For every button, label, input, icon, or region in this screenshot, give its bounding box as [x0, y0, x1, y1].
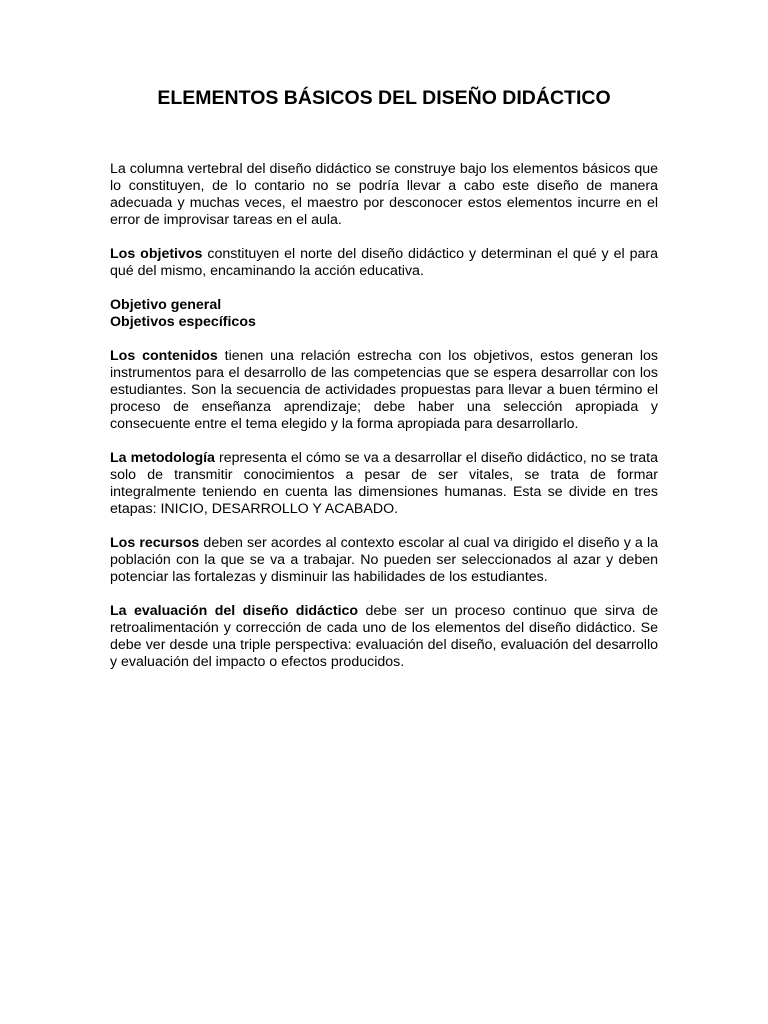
recursos-term: Los recursos [110, 535, 200, 551]
contenidos-term: Los contenidos [110, 348, 218, 364]
evaluacion-text: debe ser un proceso continuo que sirva de retroalimentación y corrección de cada uno de los elementos del diseño didáctico. Se debe ver desde una triple perspectiva: evaluación del diseño, evaluación del desarrollo y evaluación del impacto o efectos producidos. [110, 603, 659, 670]
evaluacion-term: La evaluación del diseño didáctico [110, 603, 359, 619]
contenidos-text: tienen una relación estrecha con los objetivos, estos generan los instrumentos para el desarrollo de las competencias que se espera desarrollar con los estudiantes. Son la secuencia de actividades propuestas para llevar a buen término el proceso de enseñanza aprendizaje; debe haber una selección apropiada y consecuente entre el tema elegido y la forma apropiada para desarrollarlo. [110, 348, 658, 432]
contenidos-paragraph [110, 348, 658, 433]
objetivos-term: Los objetivos [110, 246, 203, 262]
objetivos-text: constituyen el norte del diseño didáctico y determinan el qué y el para qué del mismo, encaminando la acción educativa. [110, 246, 658, 279]
objetivo-general-heading: Objetivo general [110, 297, 222, 313]
objetivos-subheads [110, 297, 658, 331]
metodologia-text: representa el cómo se va a desarrollar el diseño didáctico, no se trata solo de transmitir conocimientos a pesar de ser vitales, se trata de formar integralmente teniendo en cuenta las dimensiones humanas. Esta se divide en tres etapas: INICIO, DESARROLLO Y ACABADO. [110, 450, 658, 517]
metodologia-term: La metodología [110, 450, 215, 466]
recursos-text: deben ser acordes al contexto escolar al cual va dirigido el diseño y a la población con la que se va a trabajar. No pueden ser seleccionados al azar y deben potenciar las fortalezas y disminuir las habilidades de los estudiantes. [110, 535, 658, 585]
evaluacion-paragraph [110, 603, 658, 671]
objetivos-especificos-heading: Objetivos específicos [110, 314, 256, 330]
recursos-paragraph [110, 535, 658, 586]
intro-paragraph: La columna vertebral del diseño didáctico se construye bajo los elementos básicos que lo constituyen, de lo contario no se podría llevar a cabo este diseño de manera adecuada y muchas veces, el maestro por desconocer estos elementos incurre en el error de improvisar tareas en el aula. [110, 161, 658, 228]
metodologia-paragraph [110, 450, 658, 518]
objetivos-paragraph [110, 246, 658, 280]
document-title: ELEMENTOS BÁSICOS DEL DISEÑO DIDÁCTICO [157, 87, 611, 109]
document-page [110, 86, 658, 688]
